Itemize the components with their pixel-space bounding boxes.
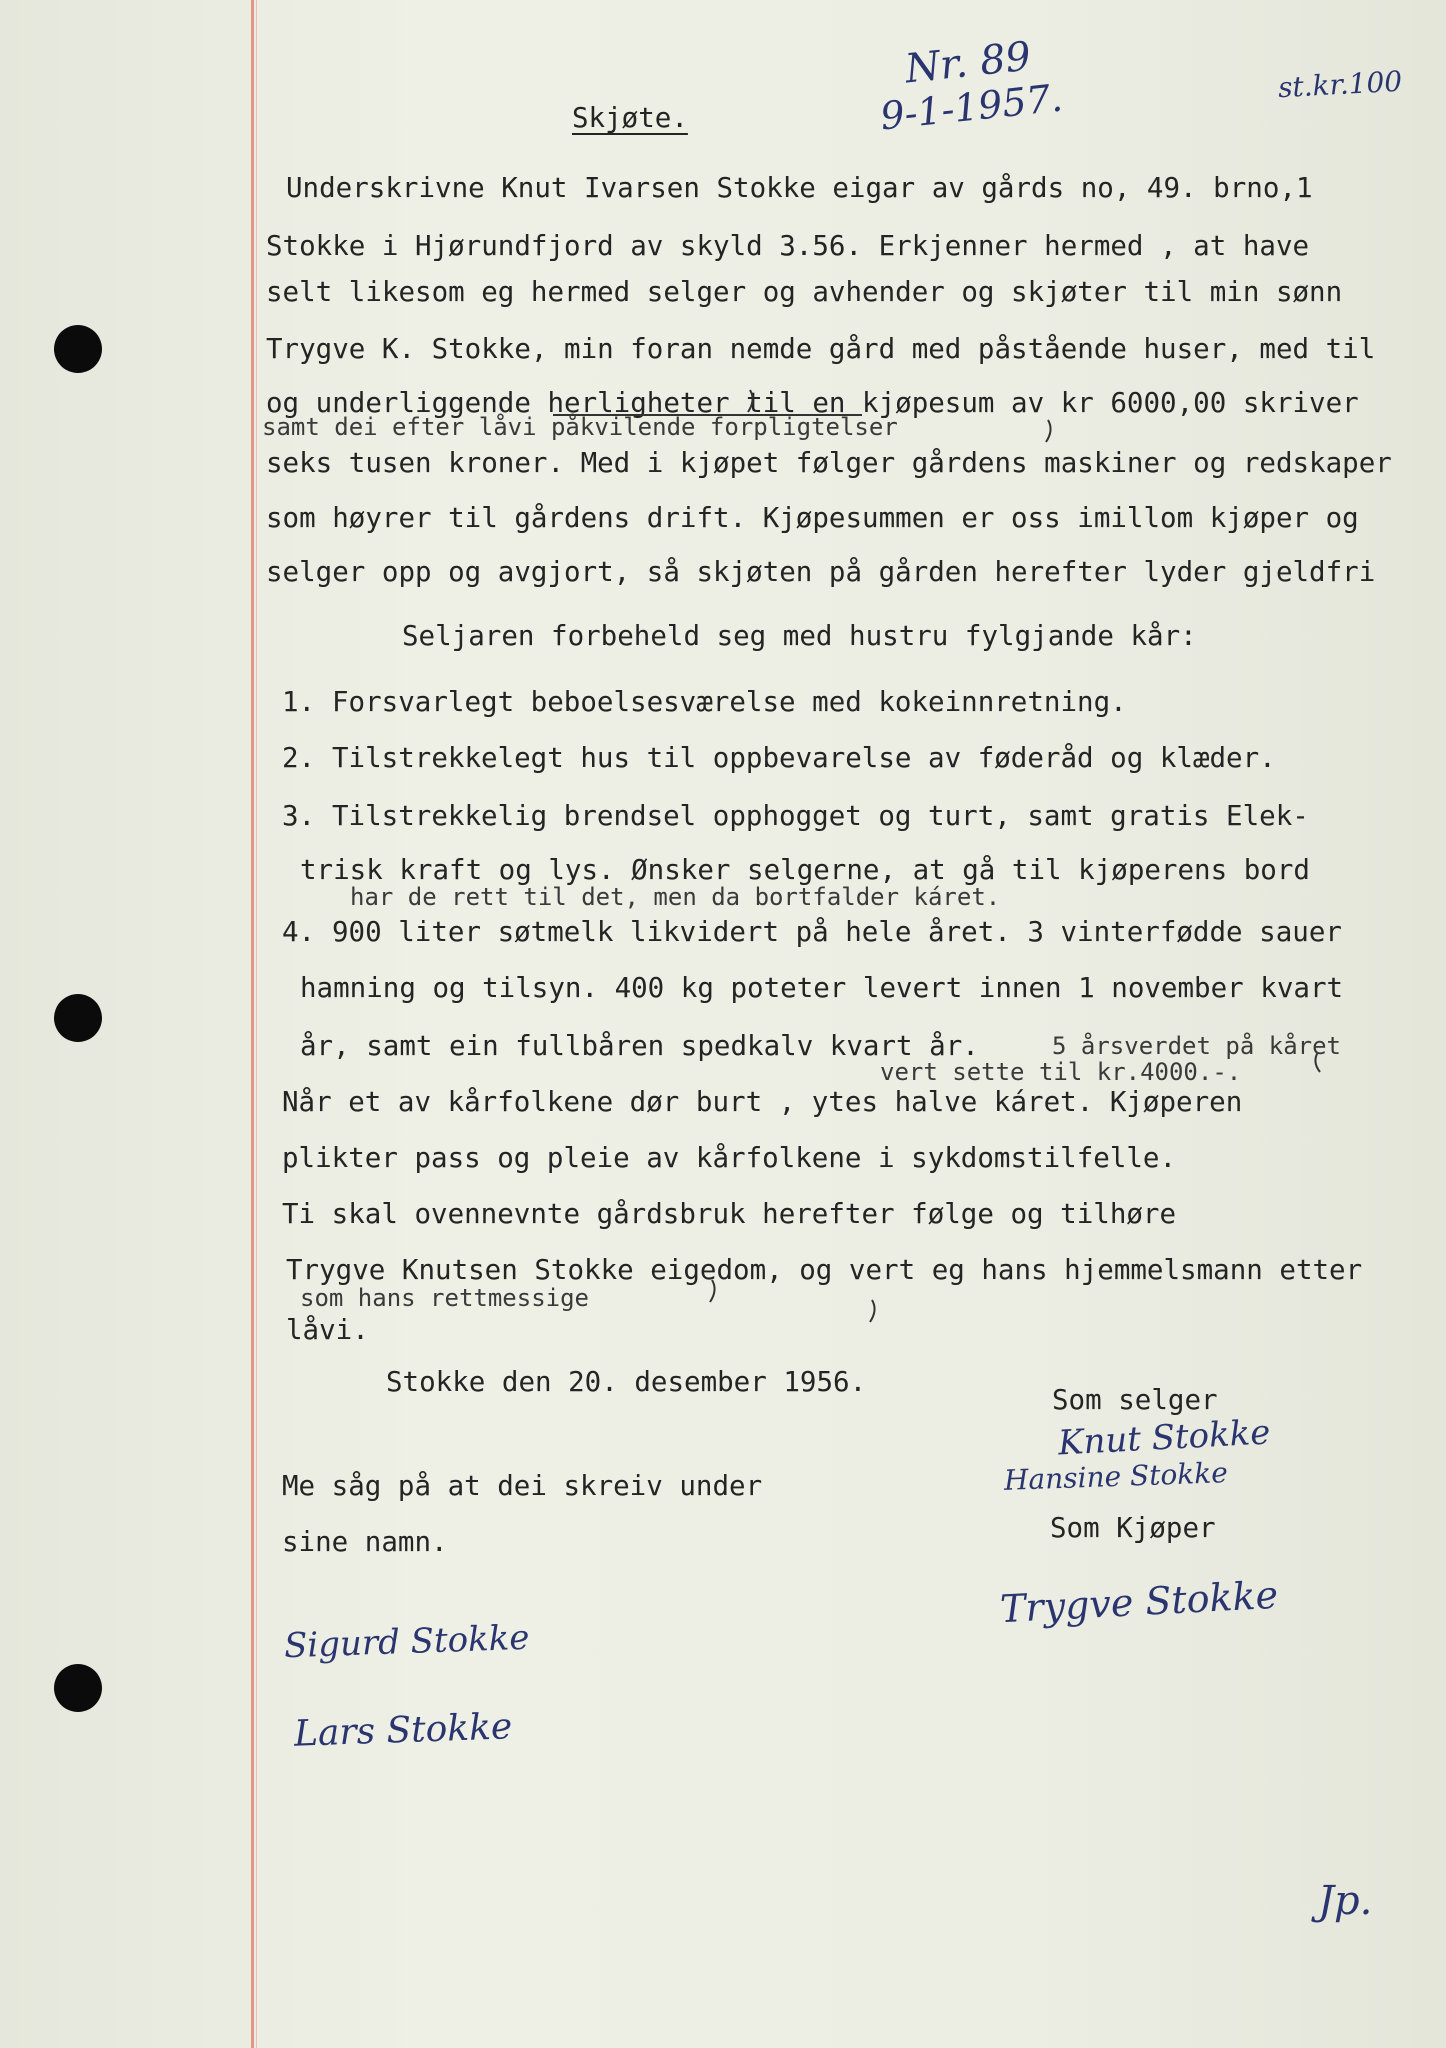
list-item: Forsvarlegt beboelsesværelse med kokeinnretning.: [332, 686, 1127, 718]
handwritten-initial: Jp.: [1318, 1878, 1373, 1924]
buyer-signature: Trygve Stokke: [999, 1572, 1280, 1632]
witness-text: sine namn.: [282, 1526, 448, 1558]
closing-line: plikter pass og pleie av kårfolkene i sykdomstilfelle.: [282, 1142, 1177, 1174]
insertion-note: 5 årsverdet på kåret: [1052, 1032, 1341, 1060]
buyer-label: Som Kjøper: [1050, 1512, 1216, 1544]
insertion-note: vert sette til kr.4000.-.: [880, 1058, 1242, 1086]
witness-text: Me såg på at dei skreiv under: [282, 1470, 763, 1502]
body-line: Underskrivne Knut Ivarsen Stokke eigar av gårds no, 49. brno,1: [286, 172, 1313, 204]
body-line: Trygve K. Stokke, min foran nemde gård med påstående huser, med til: [266, 333, 1376, 365]
list-number: 3.: [282, 800, 316, 832]
list-item-continued: trisk kraft og lys. Ønsker selgerne, at gå til kjøperens bord: [300, 854, 1310, 886]
insertion-line: som hans rettmessige: [300, 1284, 589, 1312]
insertion-line: har de rett til det, men da bortfalder káret.: [350, 883, 1001, 911]
handwritten-date: 9-1-1957.: [878, 75, 1065, 139]
witness-signature: Lars Stokke: [293, 1706, 513, 1755]
body-line: og underliggende herligheter til en kjøpesum av kr 6000,00 skriver: [266, 387, 1359, 419]
body-line: Seljaren forbeheld seg med hustru fylgjande kår:: [402, 620, 1197, 652]
list-item-continued: hamning og tilsyn. 400 kg poteter levert innen 1 november kvart: [300, 972, 1344, 1004]
closing-line: låvi.: [286, 1314, 369, 1346]
body-line: selger opp og avgjort, så skjøten på gården herefter lyder gjeldfri: [266, 556, 1376, 588]
seller-signature: Knut Stokke: [1057, 1412, 1272, 1464]
witness-signature: Sigurd Stokke: [283, 1617, 531, 1667]
list-number: 1.: [282, 686, 316, 718]
seller-signature: Hansine Stokke: [1003, 1456, 1229, 1497]
list-item: 900 liter søtmelk likvidert på hele året. 3 vinterfødde sauer: [332, 916, 1342, 948]
list-number: 4.: [282, 916, 316, 948]
place-and-date: Stokke den 20. desember 1956.: [386, 1366, 867, 1398]
list-number: 2.: [282, 742, 316, 774]
insertion-line: samt dei efter låvi påkvilende forpligtelser: [262, 413, 898, 441]
closing-line: Ti skal ovennevnte gårdsbruk herefter følge og tilhøre: [282, 1198, 1177, 1230]
list-item: Tilstrekkelegt hus til oppbevarelse av føderåd og klæder.: [332, 742, 1276, 774]
body-line: seks tusen kroner. Med i kjøpet følger gårdens maskiner og redskaper: [266, 447, 1392, 479]
seller-label: Som selger: [1052, 1384, 1218, 1416]
document-title: Skjøte.: [572, 102, 688, 134]
handwritten-reference: Nr. 89: [902, 33, 1034, 93]
list-item: Tilstrekkelig brendsel opphogget og turt, samt gratis Elek-: [332, 800, 1309, 832]
handwritten-fee: st.kr.100: [1277, 64, 1403, 105]
closing-line: Når et av kårfolkene dør burt , ytes halve káret. Kjøperen: [282, 1086, 1243, 1118]
closing-line: Trygve Knutsen Stokke eigedom, og vert eg hans hjemmelsmann etter: [286, 1254, 1363, 1286]
body-line: Stokke i Hjørundfjord av skyld 3.56. Erkjenner hermed , at have: [266, 230, 1310, 262]
list-item-continued: år, samt ein fullbåren spedkalv kvart år.: [300, 1030, 979, 1062]
body-line: selt likesom eg hermed selger og avhender og skjøter til min sønn: [266, 276, 1343, 308]
body-line: som høyrer til gårdens drift. Kjøpesummen er oss imillom kjøper og: [266, 502, 1359, 534]
